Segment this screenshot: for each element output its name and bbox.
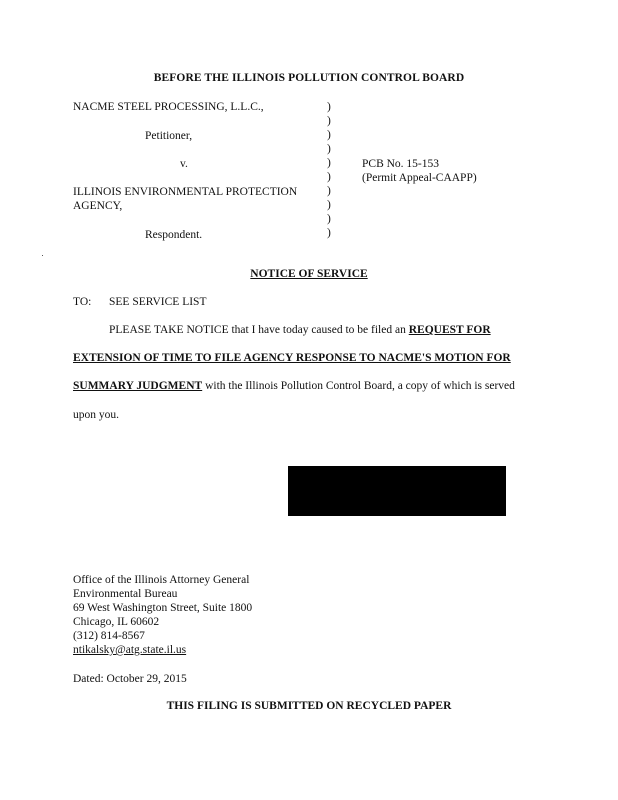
dated-line: Dated: October 29, 2015 bbox=[73, 673, 187, 685]
to-value: SEE SERVICE LIST bbox=[109, 296, 207, 308]
address-phone: (312) 814-8567 bbox=[73, 630, 145, 642]
petitioner-name: NACME STEEL PROCESSING, L.L.C., bbox=[73, 101, 264, 113]
body-line-1-text: PLEASE TAKE NOTICE that I have today caused to be filed an bbox=[109, 324, 406, 336]
address-line-1: Office of the Illinois Attorney General bbox=[73, 574, 250, 586]
to-label: TO: bbox=[73, 296, 92, 308]
body-line-1-emphasis: REQUEST FOR bbox=[408, 324, 491, 336]
caption-paren: ) bbox=[327, 101, 331, 113]
petitioner-role: Petitioner, bbox=[145, 130, 193, 142]
address-line-3: 69 West Washington Street, Suite 1800 bbox=[73, 602, 253, 614]
caption-paren: ) bbox=[327, 171, 331, 183]
body-line-4: upon you. bbox=[73, 409, 119, 421]
body-line-2: EXTENSION OF TIME TO FILE AGENCY RESPONSE TO NACME'S MOTION FOR bbox=[73, 352, 511, 364]
board-heading: BEFORE THE ILLINOIS POLLUTION CONTROL BOARD bbox=[153, 72, 465, 84]
body-line-1 bbox=[109, 324, 491, 336]
respondent-name-line1: ILLINOIS ENVIRONMENTAL PROTECTION bbox=[73, 186, 298, 198]
redacted-signature-block bbox=[288, 466, 506, 516]
address-line-4: Chicago, IL 60602 bbox=[73, 616, 160, 628]
caption-paren: ) bbox=[327, 199, 331, 211]
scan-speck bbox=[42, 255, 43, 256]
caption-paren: ) bbox=[327, 185, 331, 197]
body-line-3-emphasis: SUMMARY JUDGMENT bbox=[73, 380, 203, 392]
case-number: PCB No. 15-153 bbox=[362, 158, 439, 170]
notice-title: NOTICE OF SERVICE bbox=[250, 268, 368, 280]
caption-paren: ) bbox=[327, 143, 331, 155]
recycled-paper-footer: THIS FILING IS SUBMITTED ON RECYCLED PAPER bbox=[166, 700, 452, 712]
caption-paren: ) bbox=[327, 157, 331, 169]
versus-label: v. bbox=[180, 158, 188, 170]
body-line-3 bbox=[73, 380, 515, 392]
caption-paren: ) bbox=[327, 227, 331, 239]
body-line-3-text: with the Illinois Pollution Control Board, a copy of which is served bbox=[205, 380, 515, 392]
caption-paren: ) bbox=[327, 129, 331, 141]
caption-paren: ) bbox=[327, 115, 331, 127]
respondent-role: Respondent. bbox=[145, 229, 203, 241]
address-line-2: Environmental Bureau bbox=[73, 588, 178, 600]
respondent-name-line2: AGENCY, bbox=[73, 200, 123, 212]
address-email-link[interactable]: ntikalsky@atg.state.il.us bbox=[73, 644, 187, 656]
caption-paren: ) bbox=[327, 213, 331, 225]
case-type: (Permit Appeal-CAAPP) bbox=[362, 172, 477, 184]
